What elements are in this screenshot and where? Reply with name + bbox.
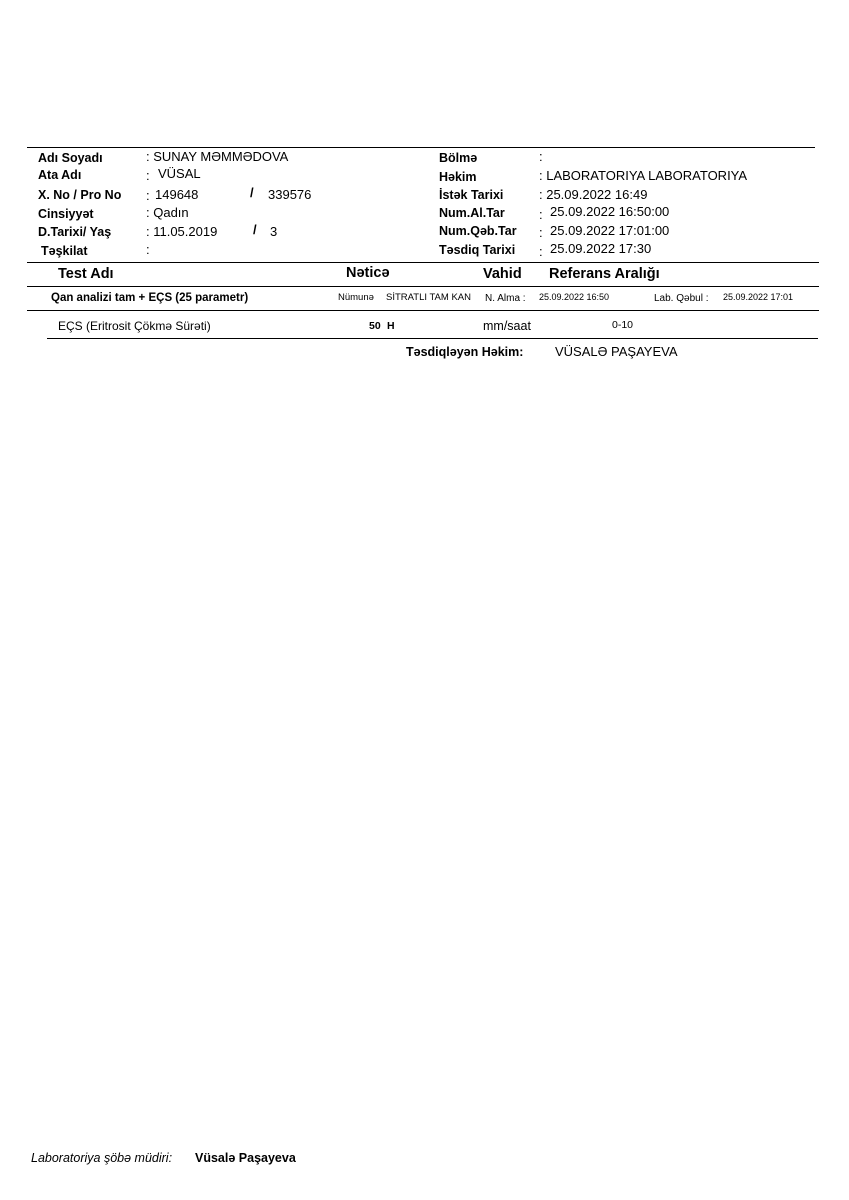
approving-doctor-name: VÜSALƏ PAŞAYEVA xyxy=(555,344,678,359)
result-flag-high: H xyxy=(387,320,395,332)
doctor-label: Həkim xyxy=(439,170,477,184)
lab-head-label: Laboratoriya şöbə müdiri: xyxy=(31,1151,173,1165)
dept-value: : xyxy=(539,149,543,164)
test-group-name: Qan analizi tam + EÇS (25 parametr) xyxy=(51,292,249,304)
group-rule xyxy=(27,310,819,311)
doctor-value: : LABORATORIYA LABORATORIYA xyxy=(539,168,748,183)
age-value: 3 xyxy=(270,224,278,239)
org-label: Təşkilat xyxy=(41,244,88,258)
xno-slash: / xyxy=(250,185,254,200)
request-date-value: : 25.09.2022 16:49 xyxy=(539,187,648,202)
column-result: Nəticə xyxy=(346,265,390,281)
sample-taken-value: 25.09.2022 16:50:00 xyxy=(550,204,670,219)
sample-received-colon: : xyxy=(539,225,543,240)
approve-date-value: 25.09.2022 17:30 xyxy=(550,241,652,256)
header-bottom-rule xyxy=(27,262,819,263)
gender-label: Cinsiyyət xyxy=(38,207,94,221)
approve-date-label: Təsdiq Tarixi xyxy=(439,243,516,257)
sample-taken-short-label: N. Alma : xyxy=(485,293,526,304)
column-reference-range: Referans Aralığı xyxy=(549,266,660,282)
sample-taken-short-value: 25.09.2022 16:50 xyxy=(539,292,610,302)
xno-value: 149648 xyxy=(155,187,199,202)
lab-received-label: Lab. Qəbul : xyxy=(654,293,709,304)
result-unit: mm/saat xyxy=(483,319,531,333)
patient-name-value: : SUNAY MƏMMƏDOVA xyxy=(146,149,289,164)
result-test-name: EÇS (Eritrosit Çökmə Sürəti) xyxy=(58,319,211,333)
column-unit: Vahid xyxy=(483,266,522,282)
patient-name-label: Adı Soyadı xyxy=(38,151,103,165)
approving-doctor-label: Təsdiqləyən Həkim: xyxy=(406,345,524,359)
sample-type-label: Nümunə xyxy=(338,292,374,303)
sample-received-label: Num.Qəb.Tar xyxy=(439,224,517,238)
lab-head-name: Vüsalə Paşayeva xyxy=(195,1151,296,1165)
column-header-rule xyxy=(27,286,819,287)
father-name-label: Ata Adı xyxy=(38,168,82,182)
sample-taken-colon: : xyxy=(539,207,543,222)
dob-label: D.Tarixi/ Yaş xyxy=(38,225,112,239)
column-test-name: Test Adı xyxy=(58,266,114,282)
xno-colon: : xyxy=(146,188,150,203)
father-name-value: VÜSAL xyxy=(158,166,201,181)
gender-value: : Qadın xyxy=(146,205,189,220)
header-top-rule xyxy=(27,147,815,148)
xno-label: X. No / Pro No xyxy=(38,188,122,202)
result-reference-range: 0-10 xyxy=(612,319,634,331)
result-value: 50 xyxy=(369,320,381,332)
sample-type-value: SİTRATLI TAM KAN xyxy=(386,292,471,303)
dept-label: Bölmə xyxy=(439,151,478,165)
approve-date-colon: : xyxy=(539,244,543,259)
lab-received-value: 25.09.2022 17:01 xyxy=(723,292,794,302)
age-slash: / xyxy=(253,222,257,237)
result-bottom-rule xyxy=(47,338,818,339)
sample-taken-label: Num.Al.Tar xyxy=(439,206,505,220)
request-date-label: İstək Tarixi xyxy=(439,188,504,202)
sample-received-value: 25.09.2022 17:01:00 xyxy=(550,223,670,238)
pro-no-value: 339576 xyxy=(268,187,312,202)
org-value: : xyxy=(146,242,150,257)
father-name-colon: : xyxy=(146,168,150,183)
dob-value: : 11.05.2019 xyxy=(146,224,218,239)
